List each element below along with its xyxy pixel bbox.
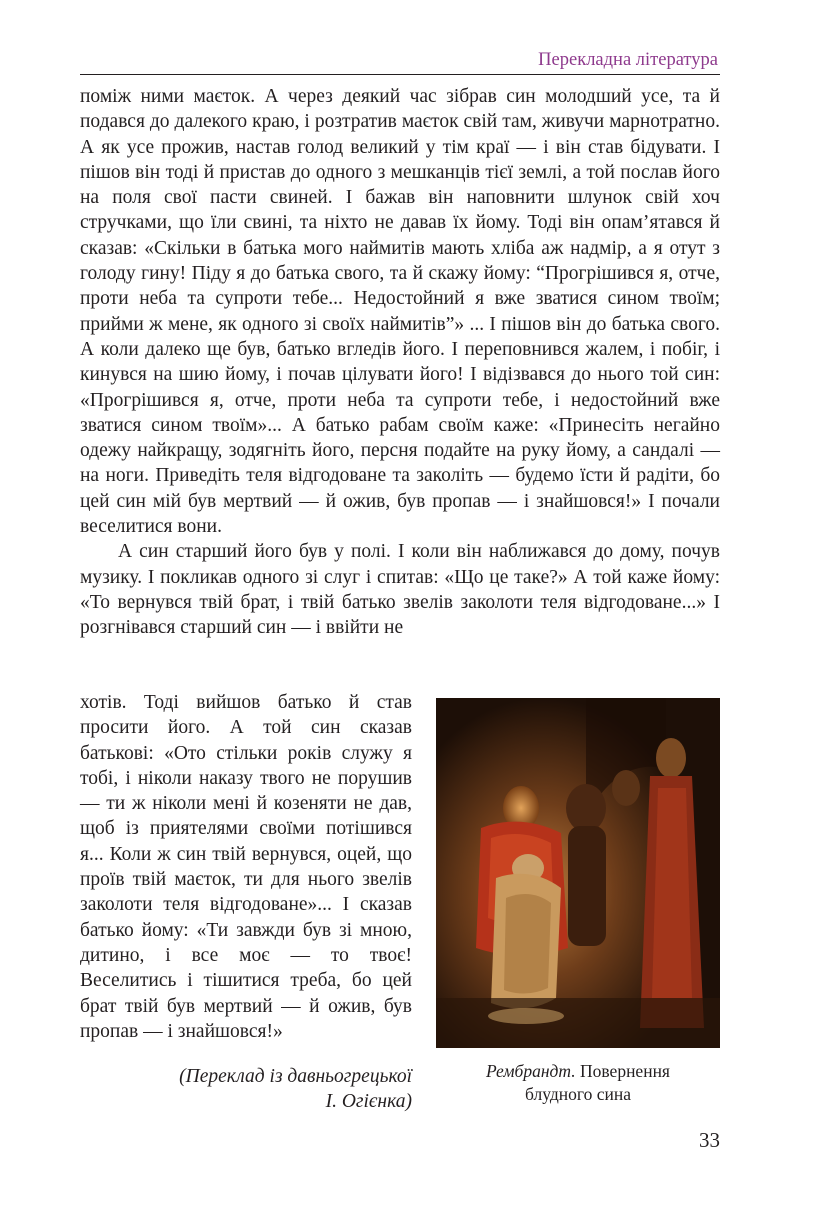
caption-artist: Рембрандт. xyxy=(486,1061,576,1081)
paragraph: поміж ними маєток. А через деякий час зібрав син молодший усе, та й подався до далекого краю, і розтратив маєток свій там, живучи марнотратно. А як усе прожив, настав голод великий у тім краї — і він став бідувати. І пішов він тоді й пристав до одного з мешканців тієї землі, а той послав його на поля свої пасти свиней. І бажав він наповнити шлунок свій хоч стручками, що їли свині, та ніхто не давав їх йому. Тоді він опам’ятався й сказав: «Скільки в батька мого наймитів мають хліба аж надмір, а я отут з голоду гину! Піду я до батька свого, та й скажу йому: “Прогрішився я, отче, проти неба та супроти тебе... Недостойний я вже зватися сином твоїм; прийми ж мене, як одного зі своїх наймитів”» ... І пішов він до батька свого. А коли далеко ще був, батько вгледів його. І переповнився жалем, і побіг, і кинувся на шию йому, і почав цілувати його! І відізвався до нього той син: «Прогрішився я, отче, проти неба та супроти тебе, і недостойний вже зватися сином твоїм»... А батько рабам своїм каже: «Принесіть негайно одежу найкращу, зодягніть його, персня подайте на руку йому, а сандалі — на ноги. Приведіть теля відгодоване та заколіть — будемо їсти й радіти, бо цей син мій був мертвий — й ожив, був пропав — і знайшовся!» І почали веселитися вони. xyxy=(80,86,720,538)
paragraph-continuation: хотів. Тоді вийшов батько й став просити його. А той син сказав батькові: «Ото стільки років служу я тобі, і ніколи наказу твого не порушив — ти ж ніколи мені й козеняти не дав, щоб із приятелями своїми потішився я... Коли ж син твій вернувся, оцей, що проїв твій маєток, ти для нього звелів заколоти теля відгодоване»... І сказав батько йому: «Ти завжди був зі мною, дитино, і все моє — то твоє! Веселитись і тішитися треба, бо цей брат твій був мертвий — й ожив, був пропав — і знайшовся!» xyxy=(80,692,412,1042)
caption-title-continued: блудного сина xyxy=(525,1083,631,1104)
caption-title: Повернення xyxy=(580,1061,670,1081)
figure-caption xyxy=(436,1060,720,1105)
running-head xyxy=(80,48,720,75)
painting-illustration xyxy=(436,698,720,1048)
section-title: Перекладна література xyxy=(538,50,718,70)
translation-credit xyxy=(80,1064,412,1115)
wrapped-text xyxy=(80,690,412,1044)
main-text xyxy=(80,84,720,641)
page-number: 33 xyxy=(699,1128,720,1152)
paragraph-lead: А син старший його був у полі. І коли він наближався до дому, почув музику. І покликав одного зі слуг і спитав: «Що це таке?» А той каже йому: «То вернувся твій брат, і твій батько звелів заколоти теля відгодоване...» І розгнівався старший син — і ввійти не xyxy=(80,541,720,639)
translation-credit-line: І. Огієнка) xyxy=(325,1091,412,1113)
translation-credit-line: (Переклад із давньогрецької xyxy=(179,1066,412,1087)
painting-image xyxy=(436,698,720,1048)
